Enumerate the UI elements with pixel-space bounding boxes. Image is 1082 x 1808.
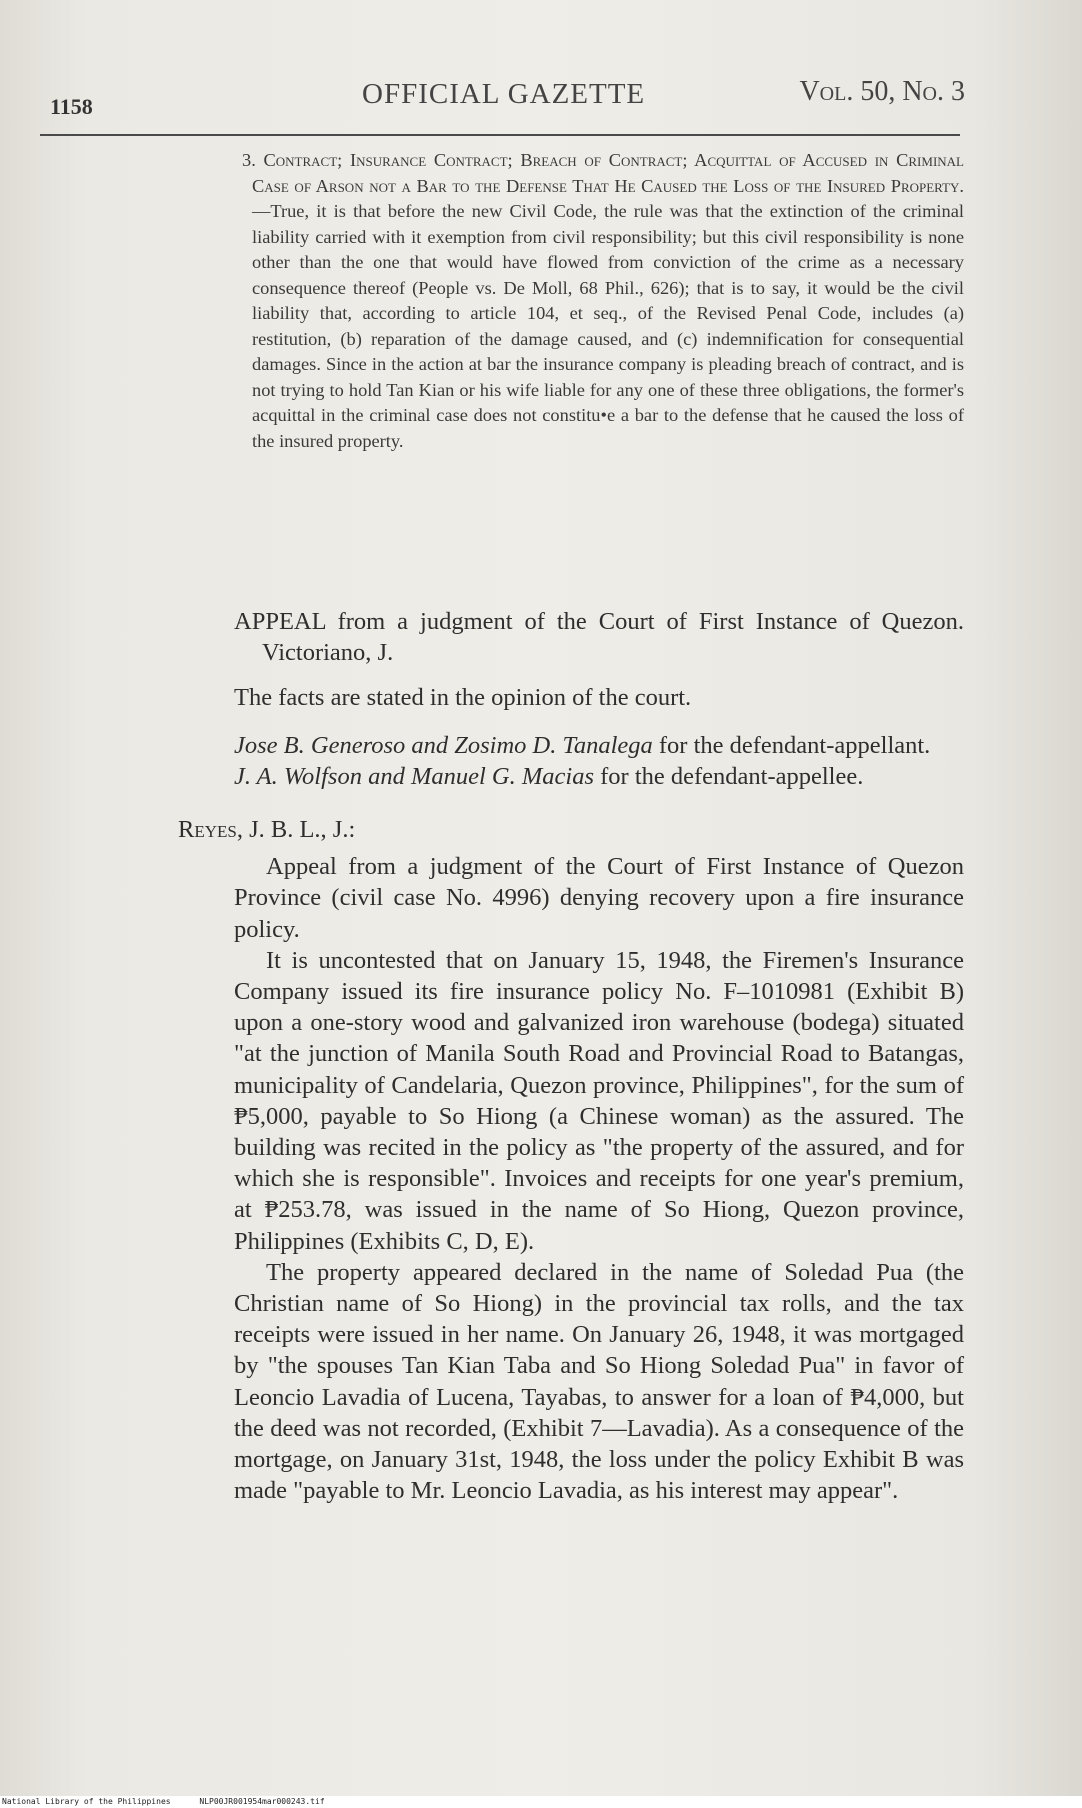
appeal-line: APPEAL from a judgment of the Court of First Instance of Quezon. Victoriano, J. (234, 608, 964, 667)
header-rule (40, 134, 960, 136)
footer-source: National Library of the Philippines (2, 1797, 171, 1806)
counsel-appellee (234, 761, 964, 792)
scan-footer (0, 1796, 1082, 1808)
syllabus-headnote (242, 148, 964, 454)
counsel-appellant (234, 730, 964, 761)
counsel-appellant-role: for the defendant-appellant. (652, 731, 931, 759)
decision-body (178, 606, 964, 1506)
paragraph-2: It is uncontested that on January 15, 1948, the Firemen's Insurance Company issued its fire insurance policy No. F–1010981 (Exhibit B) upon a one-story wood and galvanized iron warehouse (bodega) situated "at the junction of Manila South Road and Provincial Road to Batangas, municipality of Candelaria, Quezon province, Philippines", for the sum of ₱5,000, payable to So Hiong (a Chinese woman) as the assured. The building was recited in the policy as "the property of the assured, and for which she is responsible". Invoices and receipts for one year's premium, at ₱253.78, was issued in the name of So Hiong, Quezon province, Philippines (Exhibits C, D, E). (234, 946, 964, 1255)
page-number: 1158 (50, 94, 93, 119)
counsel-appellant-names: Jose B. Generoso and Zosimo D. Tanalega (234, 731, 653, 759)
volume-number: Vol. 50, No. 3 (799, 76, 965, 107)
counsel-appellee-names: J. A. Wolfson and Manuel G. Macias (234, 762, 594, 790)
paragraph-1: Appeal from a judgment of the Court of First Instance of Quezon Province (civil case No. 4996) denying recovery upon a fire insurance policy. (234, 853, 964, 943)
counsel-appellee-role: for the defendant-appellee. (594, 762, 864, 790)
paragraph-3: The property appeared declared in the name of Soledad Pua (the Christian name of So Hiong) in the provincial tax rolls, and the tax receipts were issued in her name. On January 26, 1948, it was mortgaged by "the spouses Tan Kian Taba and So Hiong Soledad Pua" in favor of Leoncio Lavadia of Lucena, Tayabas, to answer for a loan of ₱4,000, but the deed was not recorded, (Exhibit 7—Lavadia). As a consequence of the mortgage, on January 31st, 1948, the loss under the policy Exhibit B was made "payable to Mr. Leoncio Lavadia, as his interest may appear". (234, 1258, 964, 1505)
headnote-text: —True, it is that before the new Civil Code, the rule was that the extinction of the criminal liability carried with it exemption from civil responsibility; but this civil responsibility is none other than the one that would have flowed from conviction of the crime as a necessary consequence thereof (People vs. De Moll, 68 Phil., 626); that is to say, it would be the civil liability that, according to article 104, et seq., of the Revised Penal Code, includes (a) restitution, (b) reparation of the damage caused, and (c) indemnification for consequential damages. Since in the action at bar the insurance company is pleading breach of contract, and is not trying to hold Tan Kian or his wife liable for any one of these three obligations, the former's acquittal in the criminal case does not constitu•e a bar to the defense that he caused the loss of the insured property. (252, 201, 964, 451)
ponente: Reyes, J. B. L., J.: (178, 816, 356, 844)
footer-file: NLP00JR001954mar000243.tif (199, 1797, 325, 1806)
facts-line: The facts are stated in the opinion of the court. (234, 684, 692, 712)
publication-title: OFFICIAL GAZETTE (362, 78, 646, 110)
page-header (50, 72, 965, 122)
headnote-label: 3. Contract; Insurance Contract; Breach of Contract; Acquittal of Accused in Criminal Case of Arson not a Bar to the Defense That He Caused the Loss of the Insured Property. (242, 150, 964, 196)
